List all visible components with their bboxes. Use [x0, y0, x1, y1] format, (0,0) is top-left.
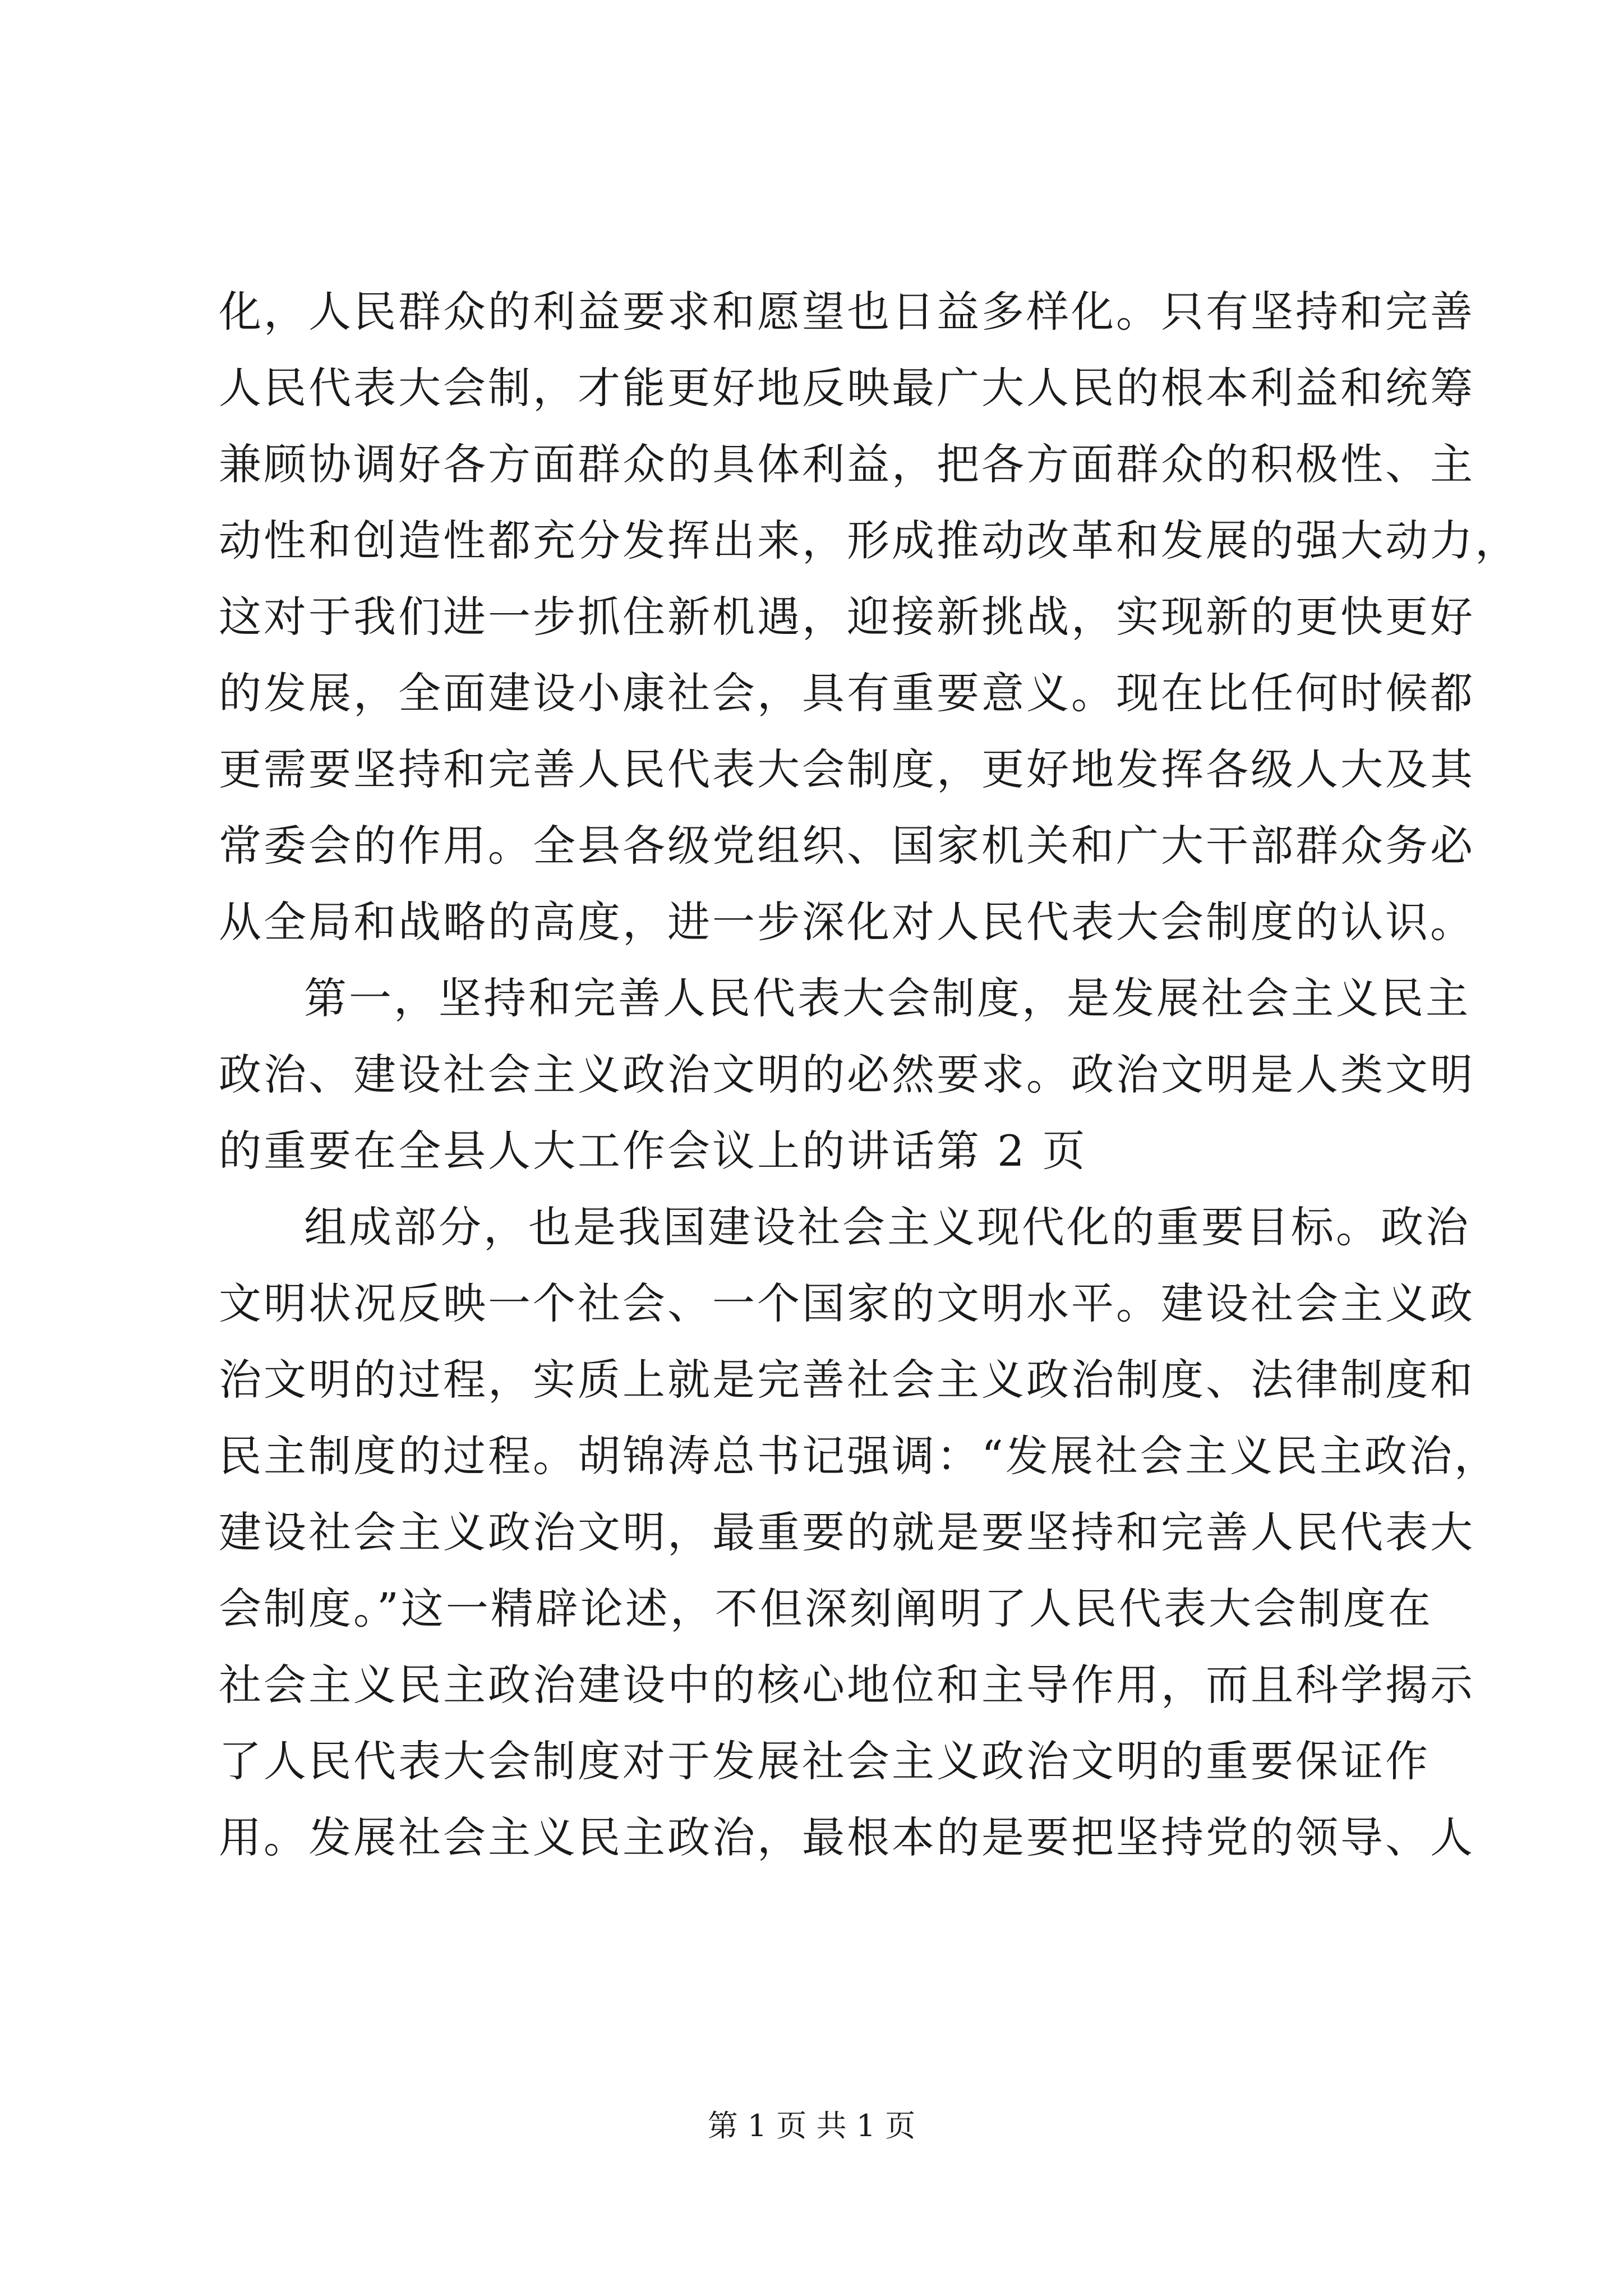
page-footer — [0, 2106, 1623, 2146]
text-line: 建设社会主义政治文明，最重要的就是要坚持和完善人民代表大 — [219, 1507, 1475, 1557]
text-line: 文明状况反映一个社会、一个国家的文明水平。建设社会主义政 — [219, 1278, 1475, 1328]
text-line: 从全局和战略的高度，进一步深化对人民代表大会制度的认识。 — [219, 897, 1475, 947]
text-line: 的重要在全县人大工作会议上的讲话第 2 页 — [219, 1126, 1087, 1176]
text-line: 人民代表大会制，才能更好地反映最广大人民的根本利益和统筹 — [219, 363, 1475, 413]
paragraph-start-line: 第一，坚持和完善人民代表大会制度，是发展社会主义民主 — [304, 973, 1470, 1023]
text-line: 治文明的过程，实质上就是完善社会主义政治制度、法律制度和 — [219, 1355, 1475, 1405]
text-line: 社会主义民主政治建设中的核心地位和主导作用，而且科学揭示 — [219, 1660, 1475, 1710]
text-line: 动性和创造性都充分发挥出来，形成推动改革和发展的强大动力， — [219, 516, 1520, 565]
paragraph-start-line: 组成部分，也是我国建设社会主义现代化的重要目标。政治 — [304, 1202, 1470, 1252]
text-line: 政治、建设社会主义政治文明的必然要求。政治文明是人类文明 — [219, 1050, 1475, 1099]
page-number: 第 1 页 共 1 页 — [707, 2108, 916, 2143]
text-line: 的发展，全面建设小康社会，具有重要意义。现在比任何时候都 — [219, 668, 1475, 718]
text-line: 这对于我们进一步抓住新机遇，迎接新挑战，实现新的更快更好 — [219, 592, 1475, 642]
text-line: 兼顾协调好各方面群众的具体利益，把各方面群众的积极性、主 — [219, 439, 1475, 489]
document-body — [219, 274, 1520, 1876]
text-line: 常委会的作用。全县各级党组织、国家机关和广大干部群众务必 — [219, 821, 1475, 871]
text-line: 化，人民群众的利益要求和愿望也日益多样化。只有坚持和完善 — [219, 287, 1475, 337]
text-line: 了人民代表大会制度对于发展社会主义政治文明的重要保证作 — [219, 1736, 1430, 1786]
text-line: 更需要坚持和完善人民代表大会制度，更好地发挥各级人大及其 — [219, 744, 1475, 794]
text-line: 会制度。”这一精辟论述，不但深刻阐明了人民代表大会制度在 — [219, 1584, 1433, 1634]
text-line: 民主制度的过程。胡锦涛总书记强调：“发展社会主义民主政治， — [219, 1431, 1499, 1481]
text-line: 用。发展社会主义民主政治，最根本的是要把坚持党的领导、人 — [219, 1812, 1475, 1862]
